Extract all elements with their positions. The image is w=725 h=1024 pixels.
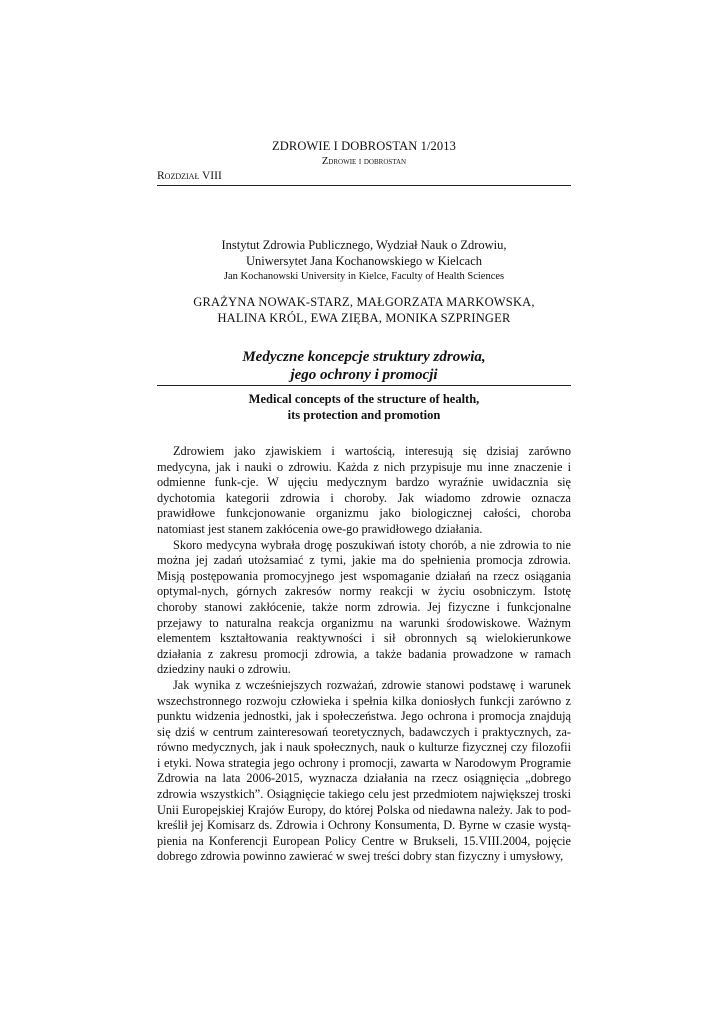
title-line: Medyczne koncepcje struktury zdrowia, bbox=[242, 349, 486, 365]
authors-line: HALINA KRÓL, EWA ZIĘBA, MONIKA SZPRINGER bbox=[217, 311, 511, 325]
title-line: Medical concepts of the structure of health, bbox=[248, 392, 480, 406]
author-list bbox=[157, 294, 571, 326]
journal-header: ZDROWIE I DOBROSTAN 1/2013 bbox=[272, 139, 456, 153]
title-line: its protection and promotion bbox=[287, 408, 441, 422]
affiliation-line-english: Jan Kochanowski University in Kielce, Faculty of Health Sciences bbox=[223, 271, 505, 282]
body-paragraph: Zdrowiem jako zjawiskiem i wartością, interesują się dzisiaj zarówno medycyna, jak i nauki o zdrowiu. Każda z nich przypisuje mu inne znaczenie i odmienne funk-cje. W ujęciu medycznym bardzo wyraźnie uwidacznia się dychotomia kategorii zdrowia i choroby. Jak wiadomo zdrowie oznacza prawidłowe funkcjonowanie organizmu jako biologicznej całości, choroba natomiast jest stanem zakłócenia owe-go prawidłowego działania. bbox=[157, 444, 571, 536]
affiliation-line: Uniwersytet Jana Kochanowskiego w Kielcach bbox=[245, 254, 483, 268]
affiliation bbox=[157, 237, 571, 284]
chapter-label: Rozdział VIII bbox=[157, 170, 222, 182]
body-paragraph: Jak wynika z wcześniejszych rozważań, zdrowie stanowi podstawę i warunek wszechstronnego rozwoju człowieka i spełnia kilka doniosłych funkcji zarówno z punktu widzenia jednostki, jak i społeczeństwa. Jego ochrona i promocja znajdują się dziś w centrum zainteresowań teoretycznych, badawczych i praktycznych, za-równo medycznych, jak i nauk społecznych, nauk o kulturze fizycznej czy filozofii i etyki. Nowa strategia jego ochrony i promocji, zawarta w Narodowym Programie Zdrowia na lata 2006-2015, wyznacza działania na rzecz osiągnięcia „dobrego zdrowia wszystkich”. Osiągnięcie takiego celu jest przedmiotem największej troski Unii Europejskiej Krajów Europy, do której Polska od niedawna należy. Jak to pod-kreślił jej Komisarz ds. Zdrowia i Ochrony Konsumenta, D. Byrne w czasie wystą-pienia na Konferencji European Policy Centre w Brukseli, 15.VIII.2004, pojęcie dobrego zdrowia powinno zawierać w swej treści dobry stan fizyczny i umysłowy, bbox=[157, 677, 571, 864]
affiliation-line: Instytut Zdrowia Publicznego, Wydział Nauk o Zdrowiu, bbox=[221, 238, 507, 252]
article-title-english bbox=[157, 391, 571, 423]
title-line: jego ochrony i promocji bbox=[290, 367, 438, 383]
article-body bbox=[157, 444, 571, 865]
article-title-polish bbox=[157, 348, 571, 384]
title-divider bbox=[157, 385, 571, 386]
section-header: Zdrowie i dobrostan bbox=[321, 156, 407, 167]
authors-line: GRAŻYNA NOWAK-STARZ, MAŁGORZATA MARKOWSKA, bbox=[193, 295, 535, 309]
header-divider bbox=[157, 185, 571, 186]
body-paragraph: Skoro medycyna wybrała drogę poszukiwań istoty chorób, a nie zdrowia to nie można jej zadań utożsamiać z tymi, jakie ma do spełnienia promocja zdrowia. Misją postępowania promocyjnego jest wspomaganie działań na rzecz osiągania optymal-nych, górnych zakresów normy reakcji w życiu osobniczym. Istotę choroby stanowi zakłócenie, także norm zdrowia. Jej fizyczne i funkcjonalne przejawy to naturalna reakcja organizmu na warunki środowiskowe. Ważnym elementem kształtowania reaktywności i sił obronnych są wielokierunkowe działania z zakresu promocji zdrowia, a także badania prowadzone w ramach dziedziny nauki o zdrowiu. bbox=[157, 537, 571, 677]
